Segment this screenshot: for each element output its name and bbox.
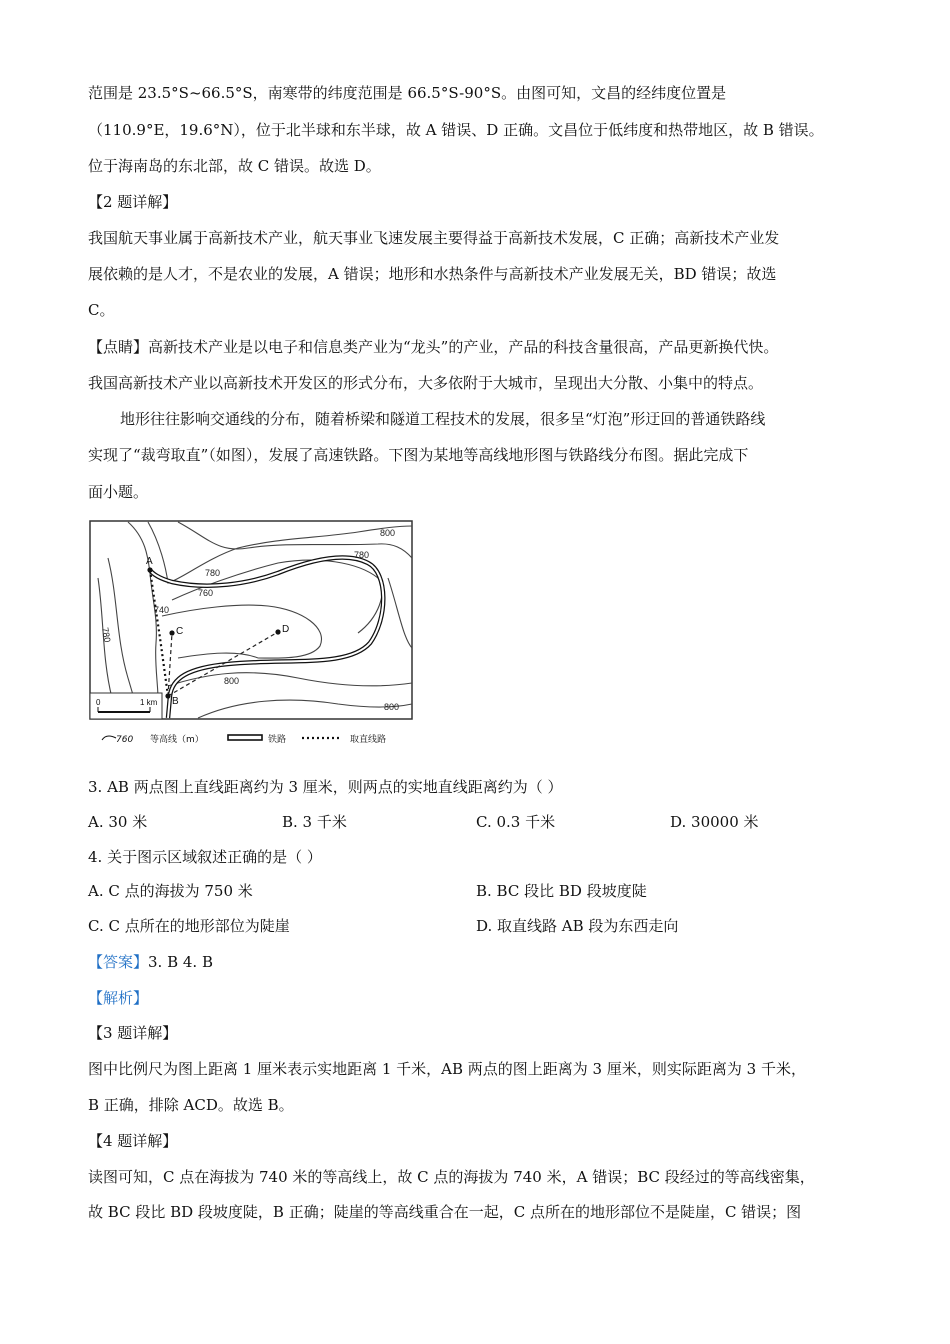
text-line: 范围是 23.5°S~66.5°S，南寒带的纬度范围是 66.5°S-90°S。由图可知，文昌的经纬度位置是 <box>88 84 727 102</box>
q4-option-b: B. BC 段比 BD 段坡度陡 <box>476 882 647 900</box>
answer-text: 3. B 4. B <box>148 953 213 971</box>
q3-option-c: C. 0.3 千米 <box>476 813 556 831</box>
point-d <box>275 629 280 634</box>
contour-label: 780 <box>205 568 221 578</box>
contour-label: 780 <box>100 626 113 644</box>
text-line: 展依赖的是人才，不是农业的发展，A 错误；地形和水热条件与高新技术产业发展无关，BD 错误；故选 <box>88 265 777 283</box>
text-line: 我国航天事业属于高新技术产业，航天事业飞速发展主要得益于高新技术发展，C 正确；高新技术产业发 <box>88 229 780 247</box>
contour-label: 760 <box>198 588 214 598</box>
map-legend <box>102 733 386 745</box>
point-label: D <box>282 624 290 635</box>
text-line: 图中比例尺为图上距离 1 厘米表示实地距离 1 千米，AB 两点的图上距离为 3 厘米，则实际距离为 3 千米， <box>88 1060 806 1078</box>
section-heading: 【4 题详解】 <box>88 1132 178 1150</box>
text-line: 位于海南岛的东北部，故 C 错误。故选 D。 <box>88 157 381 175</box>
contour-label: 740 <box>154 605 170 615</box>
question-3-stem: 3. AB 两点图上直线距离约为 3 厘米，则两点的实地直线距离约为（ ） <box>88 778 563 796</box>
analysis-tag: 【解析】 <box>88 989 149 1007</box>
answer-line <box>88 952 213 972</box>
q4-option-d: D. 取直线路 AB 段为东西走向 <box>476 917 679 935</box>
legend-contour: 等高线（m） <box>150 735 204 745</box>
q3-option-a: A. 30 米 <box>88 813 148 831</box>
scale-bar <box>90 693 162 719</box>
answer-tag: 【答案】 <box>88 953 149 971</box>
point-label: A <box>146 556 153 567</box>
text-line: B 正确，排除 ACD。故选 B。 <box>88 1096 294 1114</box>
point-c <box>169 630 174 635</box>
text-line: 我国高新技术产业以高新技术开发区的形式分布，大多依附于大城市，呈现出大分散、小集中的特点。 <box>88 374 764 392</box>
legend-rail: 铁路 <box>268 735 287 745</box>
text-line: C。 <box>88 301 115 319</box>
q4-option-c: C. C 点所在的地形部位为陡崖 <box>88 917 290 935</box>
contour-label: 800 <box>224 676 240 686</box>
section-heading: 【3 题详解】 <box>88 1024 178 1042</box>
note-line: 【点睛】高新技术产业是以电子和信息类产业为“龙头”的产业，产品的科技含量很高，产品更新换代快。 <box>88 338 779 356</box>
scale-end: 1 km <box>140 698 158 707</box>
passage-line: 面小题。 <box>88 483 149 501</box>
section-heading: 【2 题详解】 <box>88 193 178 211</box>
text-line: （110.9°E，19.6°N），位于北半球和东半球，故 A 错误、D 正确。文昌位于低纬度和热带地区，故 B 错误。 <box>88 121 824 139</box>
legend-straight: 取直线路 <box>350 735 387 745</box>
contour-label: 780 <box>354 550 370 560</box>
question-4-stem: 4. 关于图示区域叙述正确的是（ ） <box>88 848 322 866</box>
text-line: 读图可知，C 点在海拔为 740 米的等高线上，故 C 点的海拔为 740 米，A 错误；BC 段经过的等高线密集， <box>88 1168 815 1186</box>
scale-start: 0 <box>96 698 101 707</box>
passage-line: 地形往往影响交通线的分布，随着桥梁和隧道工程技术的发展，很多呈“灯泡”形迂回的普通铁路线 <box>120 410 766 428</box>
point-label: C <box>176 626 184 637</box>
q4-option-a: A. C 点的海拔为 750 米 <box>88 882 253 900</box>
passage-line: 实现了“裁弯取直”（如图），发展了高速铁路。下图为某地等高线地形图与铁路线分布图。据此完成下 <box>88 446 749 464</box>
point-b <box>165 693 170 698</box>
contour-map-figure <box>88 518 428 750</box>
point-label: B <box>172 696 179 707</box>
contour-label: 800 <box>380 528 396 538</box>
point-a <box>147 567 152 572</box>
q3-option-d: D. 30000 米 <box>670 813 759 831</box>
q3-option-b: B. 3 千米 <box>282 813 347 831</box>
legend-contour-value: 760 <box>116 735 134 745</box>
text-line: 故 BC 段比 BD 段坡度陡，B 正确；陡崖的等高线重合在一起，C 点所在的地形部位不是陡崖，C 错误；图 <box>88 1203 802 1221</box>
contour-label: 800 <box>384 702 400 712</box>
